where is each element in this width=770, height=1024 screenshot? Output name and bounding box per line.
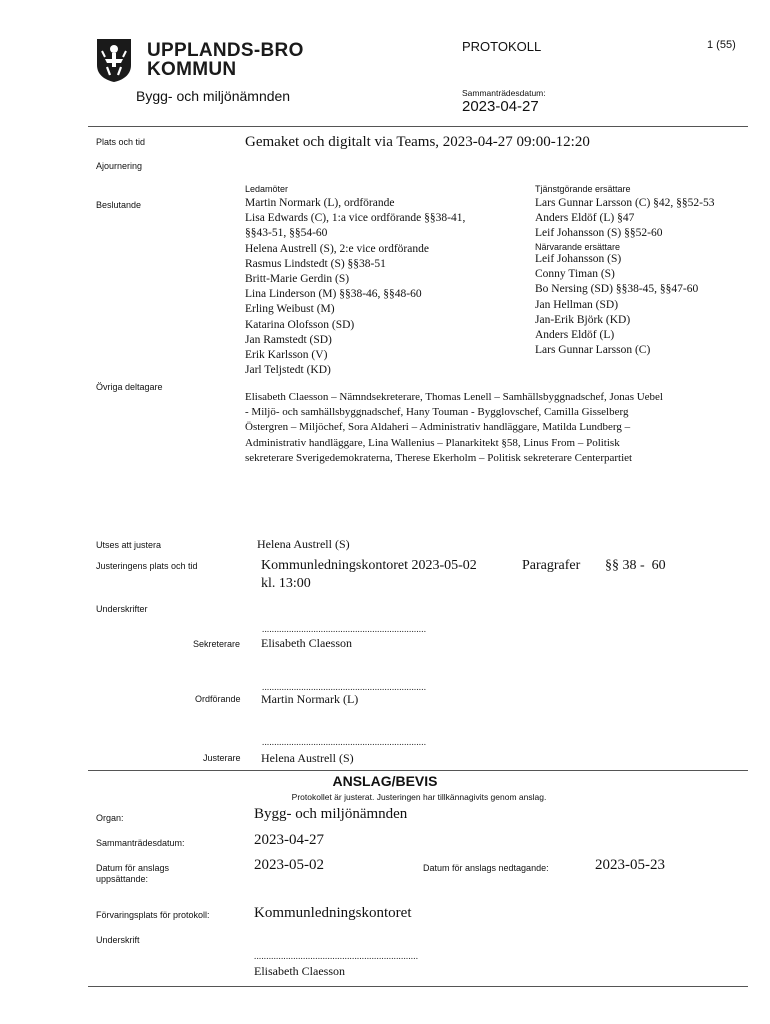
secretary-name: Elisabeth Claesson bbox=[261, 636, 352, 650]
present-substitute-item: Anders Eldöf (L) bbox=[535, 329, 615, 342]
chair-name: Martin Normark (L) bbox=[261, 692, 359, 706]
removed-date-value: 2023-05-23 bbox=[595, 857, 665, 873]
substitutes-list bbox=[535, 196, 715, 242]
members-heading: Ledamöter bbox=[245, 184, 289, 194]
municipality-logo bbox=[95, 37, 315, 85]
anslag-signature-line: ................................................................... bbox=[254, 951, 419, 961]
others-text bbox=[245, 390, 663, 466]
present-substitute-item: Bo Nersing (SD) §§38-45, §§47-60 bbox=[535, 283, 699, 296]
substitute-item: Leif Johansson (S) §§52-60 bbox=[535, 227, 663, 240]
signatures-label: Underskrifter bbox=[96, 604, 148, 614]
posted-date-value: 2023-05-02 bbox=[254, 857, 324, 873]
substitute-item: Anders Eldöf (L) §47 bbox=[535, 212, 635, 225]
posted-date-label-line2: uppsättande: bbox=[96, 874, 149, 884]
chair-signature-line: ................................................................... bbox=[262, 682, 427, 692]
present-substitutes-list bbox=[535, 252, 698, 358]
paragraphs-value: §§ 38 - 60 bbox=[605, 558, 666, 573]
anslag-subtitle: Protokollet är justerat. Justeringen har tillkännagivits genom anslag. bbox=[291, 792, 547, 802]
place-time-value: Gemaket och digitalt via Teams, 2023-04-27 09:00-12:20 bbox=[245, 134, 590, 150]
organ-label: Organ: bbox=[96, 813, 124, 823]
others-line: Elisabeth Claesson – Nämndsekreterare, Thomas Lenell – Samhällsbyggnadschef, Jonas Uebel bbox=[245, 391, 663, 403]
member-item: §§43-51, §§54-60 bbox=[245, 227, 328, 240]
secretary-label: Sekreterare bbox=[193, 639, 241, 649]
present-substitute-item: Conny Timan (S) bbox=[535, 268, 615, 281]
member-item: Martin Normark (L), ordförande bbox=[245, 197, 395, 209]
member-item: Helena Austrell (S), 2:e vice ordförande bbox=[245, 242, 429, 255]
paragraphs-label: Paragrafer bbox=[522, 558, 581, 573]
others-line: sekreterare Sverigedemokraterna, Therese Ekerholm – Politisk sekreterare Centerpartiet bbox=[245, 451, 633, 464]
adjuster-name: Helena Austrell (S) bbox=[261, 751, 354, 765]
anslag-signature-label: Underskrift bbox=[96, 935, 140, 945]
storage-label: Förvaringsplats för protokoll: bbox=[96, 910, 210, 920]
place-time-label: Plats och tid bbox=[96, 137, 146, 147]
meeting-date-label: Sammanträdesdatum: bbox=[462, 88, 546, 98]
anslag-date-label: Sammanträdesdatum: bbox=[96, 838, 185, 848]
present-substitute-item: Jan-Erik Björk (KD) bbox=[535, 313, 631, 326]
secretary-signature-line: ................................................................... bbox=[262, 624, 427, 634]
anslag-signature-name: Elisabeth Claesson bbox=[254, 964, 345, 978]
others-line: Östergren – Miljöchef, Sora Aldaheri – Administrativ handläggare, Matilda Lundberg – bbox=[245, 421, 631, 434]
adjustment-place-label: Justeringens plats och tid bbox=[96, 561, 198, 571]
anslag-divider bbox=[88, 770, 748, 771]
removed-date-label: Datum för anslags nedtagande: bbox=[423, 863, 549, 873]
logo-text-line2: KOMMUN bbox=[147, 59, 237, 80]
logo-text-line1: UPPLANDS-BRO bbox=[147, 40, 304, 61]
storage-value: Kommunledningskontoret bbox=[254, 905, 412, 921]
adjourn-label: Ajournering bbox=[96, 161, 143, 171]
coat-of-arms-icon bbox=[95, 37, 133, 83]
adjuster-label: Justerare bbox=[203, 753, 241, 763]
member-item: Rasmus Lindstedt (S) §§38-51 bbox=[245, 257, 386, 270]
member-item: Erik Karlsson (V) bbox=[245, 349, 328, 362]
member-item: Britt-Marie Gerdin (S) bbox=[245, 273, 350, 286]
others-label: Övriga deltagare bbox=[96, 382, 163, 392]
chair-label: Ordförande bbox=[195, 694, 241, 704]
adjuster-signature-line: ................................................................... bbox=[262, 737, 427, 747]
present-substitutes-heading: Närvarande ersättare bbox=[535, 242, 621, 252]
others-line: - Miljö- och samhällsbyggnadschef, Hany Touman - Bygglovschef, Camilla Gisselberg bbox=[245, 406, 629, 419]
meeting-date: 2023-04-27 bbox=[462, 98, 539, 115]
member-item: Jarl Teljstedt (KD) bbox=[245, 364, 331, 377]
department-name: Bygg- och miljönämnden bbox=[136, 88, 291, 104]
adjustment-place-value-line2: kl. 13:00 bbox=[261, 576, 311, 591]
bottom-divider bbox=[88, 986, 748, 987]
substitutes-heading: Tjänstgörande ersättare bbox=[535, 184, 631, 194]
adjustment-place-value-line1: Kommunledningskontoret 2023-05-02 bbox=[261, 558, 477, 573]
present-substitute-item: Lars Gunnar Larsson (C) bbox=[535, 344, 651, 357]
present-substitute-item: Jan Hellman (SD) bbox=[535, 298, 619, 311]
posted-date-label-line1: Datum för anslags bbox=[96, 863, 170, 873]
member-item: Erling Weibust (M) bbox=[245, 303, 335, 316]
organ-value: Bygg- och miljönämnden bbox=[254, 806, 408, 822]
others-line: Administrativ handläggare, Lina Wallenius – Planarkitekt §58, Linus From – Politisk bbox=[245, 436, 620, 449]
present-substitute-item: Leif Johansson (S) bbox=[535, 253, 622, 265]
header-divider bbox=[88, 126, 748, 127]
page-number: 1 (55) bbox=[707, 39, 736, 51]
anslag-title: ANSLAG/BEVIS bbox=[332, 773, 438, 789]
anslag-date-value: 2023-04-27 bbox=[254, 832, 324, 848]
decision-label: Beslutande bbox=[96, 200, 142, 210]
appointed-adjuster-label: Utses att justera bbox=[96, 540, 162, 550]
appointed-adjuster-value: Helena Austrell (S) bbox=[257, 537, 350, 551]
member-item: Lisa Edwards (C), 1:a vice ordförande §§38-41, bbox=[245, 212, 466, 225]
document-type: PROTOKOLL bbox=[462, 39, 542, 54]
member-item: Lina Linderson (M) §§38-46, §§48-60 bbox=[245, 288, 422, 301]
member-item: Katarina Olofsson (SD) bbox=[245, 318, 355, 331]
substitute-item: Lars Gunnar Larsson (C) §42, §§52-53 bbox=[535, 197, 715, 209]
members-list bbox=[245, 196, 465, 378]
member-item: Jan Ramstedt (SD) bbox=[245, 333, 332, 346]
